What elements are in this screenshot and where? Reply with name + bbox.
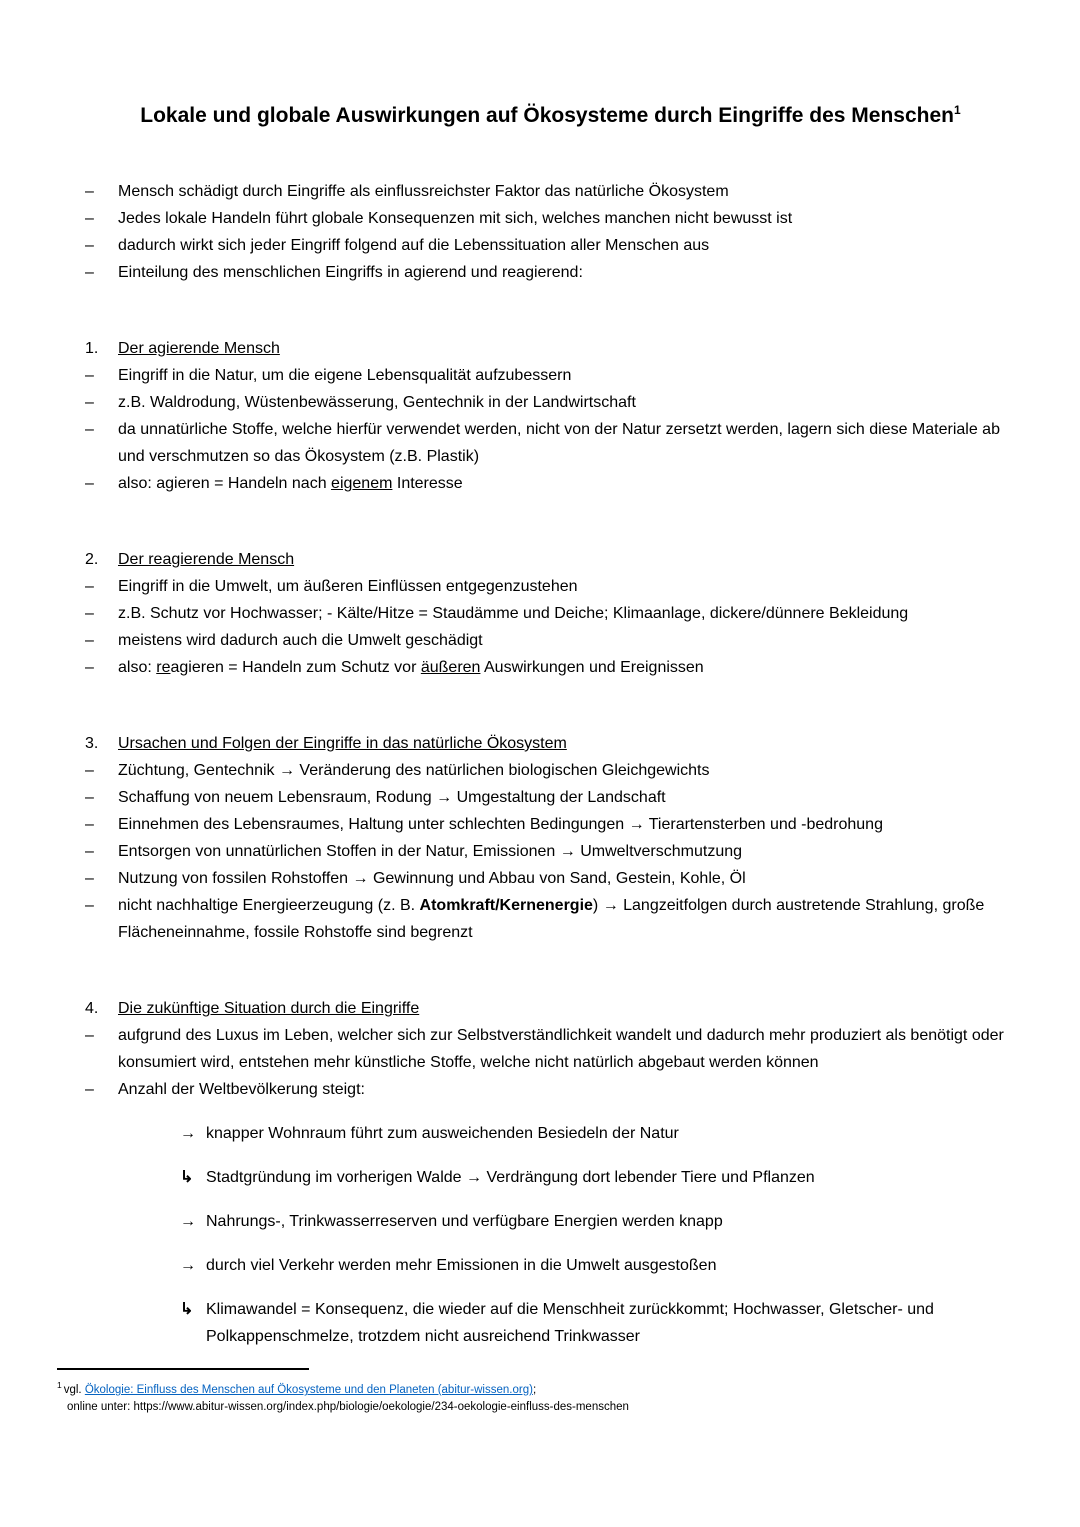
text-segment: →	[466, 1169, 482, 1186]
text-segment: Mensch schädigt durch Eingriffe als einflussreichster Faktor das natürliche Ökosystem	[118, 183, 729, 200]
document-body	[57, 103, 1016, 1350]
list-marker: –	[85, 1081, 94, 1098]
list-marker: –	[85, 394, 94, 411]
list-item-text	[118, 811, 1016, 838]
list-item	[180, 1208, 1016, 1235]
list-item	[85, 784, 1016, 811]
text-segment: knapper Wohnraum führt zum ausweichenden Besiedeln der Natur	[206, 1125, 679, 1142]
list-marker: –	[85, 578, 94, 595]
footnote-url: online unter: https://www.abitur-wissen.org/index.php/biologie/oekologie/234-oekologie-einfluss-des-menschen	[67, 1401, 629, 1413]
text-segment: agieren = Handeln zum Schutz vor	[170, 659, 421, 676]
text-segment: )	[592, 897, 603, 914]
list-item-text	[118, 865, 1016, 892]
list-item	[85, 1076, 1016, 1103]
text-segment: Stadtgründung im vorherigen Walde	[206, 1169, 466, 1186]
section-heading-row	[85, 995, 1016, 1022]
text-segment: Eingriff in die Umwelt, um äußeren Einflüssen entgegenzustehen	[118, 578, 578, 595]
text-segment: Tierartensterben und -bedrohung	[644, 816, 883, 833]
footnote-separator	[57, 1368, 309, 1370]
text-segment: Verdrängung dort lebender Tiere und Pflanzen	[482, 1169, 815, 1186]
document-section	[85, 546, 1016, 681]
text-segment: →	[602, 897, 619, 914]
list-marker: –	[85, 897, 94, 914]
title-footnote-ref: 1	[954, 103, 961, 117]
list-item	[85, 573, 1016, 600]
list-marker: –	[85, 237, 94, 254]
list-item	[85, 811, 1016, 838]
text-segment: →	[559, 843, 576, 860]
text-segment: Züchtung, Gentechnik	[118, 762, 279, 779]
document-section	[85, 335, 1016, 497]
list-item	[85, 416, 1016, 470]
section-number: 4.	[85, 1000, 99, 1017]
list-item-text	[118, 205, 1016, 232]
list-item-text	[118, 627, 1016, 654]
list-item-text	[118, 1022, 1016, 1076]
text-segment: Umweltverschmutzung	[575, 843, 743, 860]
text-segment: äußeren	[420, 659, 481, 676]
page-title	[85, 103, 1016, 128]
section-number: 3.	[85, 735, 99, 752]
list-marker: –	[85, 659, 94, 676]
text-segment: dadurch wirkt sich jeder Eingriff folgend auf die Lebenssituation aller Menschen aus	[118, 237, 710, 254]
list-item-text	[206, 1208, 1016, 1235]
list-item	[85, 205, 1016, 232]
list-marker: –	[85, 264, 94, 281]
text-segment: Klimawandel = Konsequenz, die wieder auf die Menschheit zurückkommt; Hochwasser, Gletscher- und Polkappenschmelze, trotzdem nicht ausreichend Trinkwasser	[206, 1301, 934, 1345]
text-segment: →	[436, 789, 453, 806]
footnote	[57, 1368, 1016, 1415]
text-segment: Interesse	[392, 475, 463, 492]
text-segment: →	[352, 870, 369, 887]
text-segment: Gewinnung und Abbau von Sand, Gestein, Kohle, Öl	[368, 870, 746, 887]
list-item-text	[206, 1252, 1016, 1279]
section-heading-row	[85, 546, 1016, 573]
sub-list	[85, 1120, 1016, 1350]
footnote-citation	[57, 1377, 1016, 1398]
list-item	[180, 1120, 1016, 1147]
list-item-text	[118, 784, 1016, 811]
list-item-text	[118, 232, 1016, 259]
list-marker: –	[85, 789, 94, 806]
list-item-text	[118, 654, 1016, 681]
footnote-suffix: ;	[532, 1384, 537, 1396]
list-marker: –	[85, 605, 94, 622]
list-marker: →	[180, 1257, 196, 1274]
list-item-text	[118, 416, 1016, 470]
section-heading: Der agierende Mensch	[118, 340, 280, 357]
section-heading: Die zukünftige Situation durch die Eingriffe	[118, 1000, 420, 1017]
text-segment: Veränderung des natürlichen biologischen Gleichgewichts	[294, 762, 710, 779]
list-item-text	[118, 389, 1016, 416]
text-segment: →	[278, 762, 295, 779]
list-marker: –	[85, 1027, 94, 1044]
list-marker: –	[85, 210, 94, 227]
sections	[85, 335, 1016, 1350]
list-item-text	[118, 892, 1016, 946]
text-segment: also:	[118, 659, 157, 676]
list-item-text	[118, 573, 1016, 600]
text-segment: meistens wird dadurch auch die Umwelt geschädigt	[118, 632, 483, 649]
list-marker: –	[85, 762, 94, 779]
list-marker: ↳	[180, 1169, 194, 1186]
text-segment: Entsorgen von unnatürlichen Stoffen in der Natur, Emissionen	[118, 843, 560, 860]
list-item	[85, 178, 1016, 205]
page-title-text: Lokale und globale Auswirkungen auf Ökosysteme durch Eingriffe des Menschen	[140, 104, 955, 127]
text-segment: re	[156, 659, 171, 676]
text-segment: also: agieren = Handeln nach	[118, 475, 332, 492]
text-segment: Einteilung des menschlichen Eingriffs in agierend und reagierend:	[118, 264, 583, 281]
text-segment: da unnatürliche Stoffe, welche hierfür verwendet werden, nicht von der Natur zersetzt werden, lagern sich diese Materiale ab und verschmutzen so das Ökosystem (z.B. Plastik)	[118, 421, 1000, 465]
text-segment: Nahrungs-, Trinkwasserreserven und verfügbare Energien werden knapp	[206, 1213, 723, 1230]
list-item	[180, 1296, 1016, 1350]
list-item	[85, 757, 1016, 784]
list-item	[180, 1252, 1016, 1279]
text-segment: Einnehmen des Lebensraumes, Haltung unter schlechten Bedingungen	[118, 816, 629, 833]
text-segment: durch viel Verkehr werden mehr Emissionen in die Umwelt ausgestoßen	[206, 1257, 717, 1274]
text-segment: aufgrund des Luxus im Leben, welcher sich zur Selbstverständlichkeit wandelt und dadurch mehr produziert als benötigt oder konsumiert wird, entstehen mehr künstliche Stoffe, welche nicht natürlich abgebaut werden können	[118, 1027, 1004, 1071]
document-section	[85, 995, 1016, 1350]
list-marker: –	[85, 843, 94, 860]
text-segment: Anzahl der Weltbevölkerung steigt:	[118, 1081, 365, 1098]
text-segment: Atomkraft/Kernenergie	[419, 897, 593, 914]
list-item-text	[118, 362, 1016, 389]
list-item	[85, 600, 1016, 627]
list-item	[85, 232, 1016, 259]
list-marker: –	[85, 421, 94, 438]
list-item	[85, 362, 1016, 389]
text-segment: Nutzung von fossilen Rohstoffen	[118, 870, 353, 887]
text-segment: eigenem	[331, 475, 393, 492]
text-segment: Schaffung von neuem Lebensraum, Rodung	[118, 789, 437, 806]
text-segment: Eingriff in die Natur, um die eigene Lebensqualität aufzubessern	[118, 367, 572, 384]
list-item	[85, 865, 1016, 892]
list-marker: →	[180, 1213, 196, 1230]
list-item	[85, 654, 1016, 681]
text-segment: Jedes lokale Handeln führt globale Konsequenzen mit sich, welches manchen nicht bewusst ist	[118, 210, 793, 227]
list-item-text	[206, 1296, 1016, 1350]
intro-list	[85, 178, 1016, 286]
list-item	[85, 627, 1016, 654]
list-marker: →	[180, 1125, 196, 1142]
list-item-text	[206, 1164, 1016, 1191]
list-item	[85, 838, 1016, 865]
section-heading-row	[85, 730, 1016, 757]
list-marker: –	[85, 475, 94, 492]
footnote-link[interactable]: Ökologie: Einfluss des Menschen auf Ökosysteme und den Planeten (abitur-wissen.org)	[84, 1384, 533, 1396]
text-segment: z.B. Waldrodung, Wüstenbewässerung, Gentechnik in der Landwirtschaft	[118, 394, 636, 411]
section-number: 1.	[85, 340, 99, 357]
list-item	[85, 470, 1016, 497]
section-number: 2.	[85, 551, 99, 568]
section-heading: Ursachen und Folgen der Eingriffe in das natürliche Ökosystem	[118, 735, 567, 752]
section-heading: Der reagierende Mensch	[118, 551, 295, 568]
list-marker: –	[85, 870, 94, 887]
list-item	[180, 1164, 1016, 1191]
document-section	[85, 730, 1016, 946]
text-segment: nicht nachhaltige Energieerzeugung (z. B.	[118, 897, 420, 914]
text-segment: Langzeitfolgen durch austretende Strahlung, große Flächeneinnahme, fossile Rohstoffe sind begrenzt	[118, 897, 985, 941]
section-heading-row	[85, 335, 1016, 362]
list-marker: ↳	[180, 1301, 194, 1318]
list-marker: –	[85, 632, 94, 649]
text-segment: →	[628, 816, 645, 833]
list-item-text	[206, 1120, 1016, 1147]
text-segment: Umgestaltung der Landschaft	[452, 789, 666, 806]
list-item-text	[118, 1076, 1016, 1103]
list-marker: –	[85, 183, 94, 200]
list-item-text	[118, 178, 1016, 205]
list-item-text	[118, 757, 1016, 784]
list-marker: –	[85, 367, 94, 384]
list-item	[85, 259, 1016, 286]
text-segment: Auswirkungen und Ereignissen	[480, 659, 704, 676]
list-item-text	[118, 600, 1016, 627]
footnote-prefix: vgl.	[63, 1384, 85, 1396]
list-marker: –	[85, 816, 94, 833]
footnote-ref: 1	[57, 1380, 62, 1391]
list-item-text	[118, 838, 1016, 865]
list-item-text	[118, 259, 1016, 286]
text-segment: z.B. Schutz vor Hochwasser; - Kälte/Hitze = Staudämme und Deiche; Klimaanlage, dickere/dünnere Bekleidung	[118, 605, 909, 622]
list-item	[85, 389, 1016, 416]
list-item	[85, 892, 1016, 946]
list-item-text	[118, 470, 1016, 497]
list-item	[85, 1022, 1016, 1076]
